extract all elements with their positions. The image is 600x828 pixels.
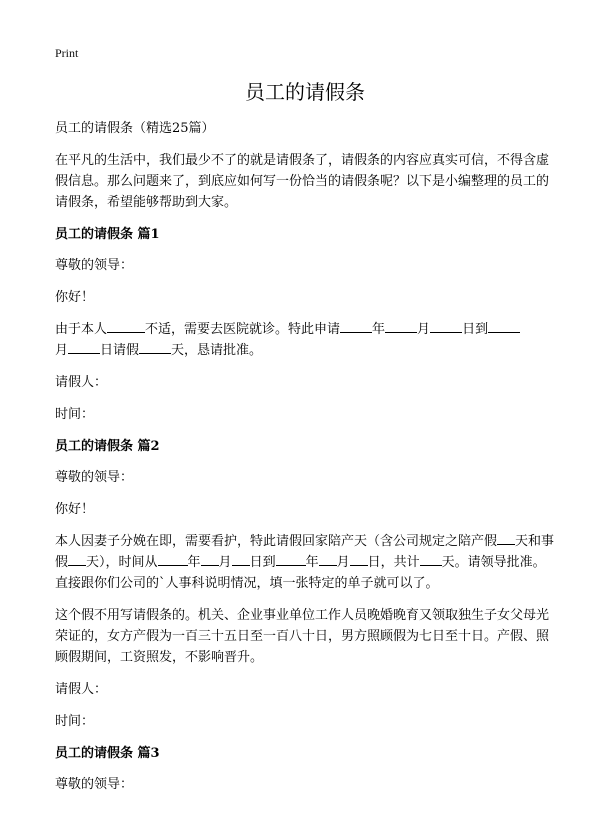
fill-blank <box>385 319 417 333</box>
body-text: 日请假 <box>100 343 140 358</box>
fill-blank <box>276 552 306 566</box>
time-line: 时间： <box>55 407 95 422</box>
time-line: 时间： <box>55 714 95 729</box>
body-text: 天，恳请批准。 <box>171 343 263 358</box>
fill-blank <box>139 340 171 354</box>
intro-paragraph: 在平凡的生活中，我们最少不了的就是请假条了，请假条的内容应真实可信，不得含虚假信息。那么问题来了，到底应如何写一份恰当的请假条呢？以下是小编整理的员工的请假条，希望能够帮助到大家。 <box>55 153 550 210</box>
fill-blank <box>350 552 368 566</box>
subtitle: 员工的请假条（精选25篇） <box>55 121 215 136</box>
greeting: 尊敬的领导： <box>55 777 134 792</box>
body-text: 年 <box>372 322 386 337</box>
body-text: 月 <box>417 322 431 337</box>
body-text: 天和事假 <box>55 534 555 570</box>
greeting: 尊敬的领导： <box>55 258 134 273</box>
body-text: 月 <box>336 555 350 570</box>
leave-request-body <box>55 319 555 361</box>
section-heading-3: 员工的请假条 篇3 <box>55 746 160 761</box>
fill-blank <box>497 531 515 545</box>
section-heading-2: 员工的请假条 篇2 <box>55 439 160 454</box>
policy-paragraph: 这个假不用写请假条的。机关、企业事业单位工作人员晚婚晚育又领取独生子女父母光荣证的，女方产假为一百三十五日至一百八十日，男方照顾假为七日至十日。产假、照顾假期间，工资照发，不影响晋升。 <box>55 608 550 665</box>
body-text: 天），时间从 <box>86 555 158 570</box>
body-text: 由于本人 <box>55 322 108 337</box>
body-text: 月 <box>55 343 69 358</box>
body-text: 年 <box>187 555 201 570</box>
fill-blank <box>107 319 145 333</box>
fill-blank <box>488 319 520 333</box>
fill-blank <box>420 552 442 566</box>
body-text: 月 <box>218 555 232 570</box>
hello: 你好！ <box>55 290 95 305</box>
body-text: 不适，需要去医院就诊。特此申请 <box>145 322 341 337</box>
section-heading-1: 员工的请假条 篇1 <box>55 227 160 242</box>
body-text: 日到 <box>249 555 276 570</box>
print-link[interactable]: Print <box>55 46 79 60</box>
fill-blank <box>201 552 219 566</box>
body-text: 天。请领导批准。直接跟你们公司的`人事科说明情况，填一张特定的单子就可以了。 <box>55 555 546 591</box>
fill-blank <box>430 319 462 333</box>
body-text: 日，共计 <box>367 555 420 570</box>
fill-blank <box>340 319 372 333</box>
fill-blank <box>158 552 188 566</box>
fill-blank <box>68 552 86 566</box>
fill-blank <box>232 552 250 566</box>
fill-blank <box>68 340 100 354</box>
paternity-leave-body <box>55 531 555 594</box>
body-text: 本人因妻子分娩在即，需要看护，特此请假回家陪产天（含公司规定之陪产假 <box>55 534 498 549</box>
applicant-line: 请假人： <box>55 375 108 390</box>
body-text: 日到 <box>462 322 489 337</box>
hello: 你好！ <box>55 502 95 517</box>
fill-blank <box>319 552 337 566</box>
greeting: 尊敬的领导： <box>55 470 134 485</box>
applicant-line: 请假人： <box>55 682 108 697</box>
document-content <box>55 78 555 806</box>
document-title: 员工的请假条 <box>245 80 365 104</box>
body-text: 年 <box>305 555 319 570</box>
